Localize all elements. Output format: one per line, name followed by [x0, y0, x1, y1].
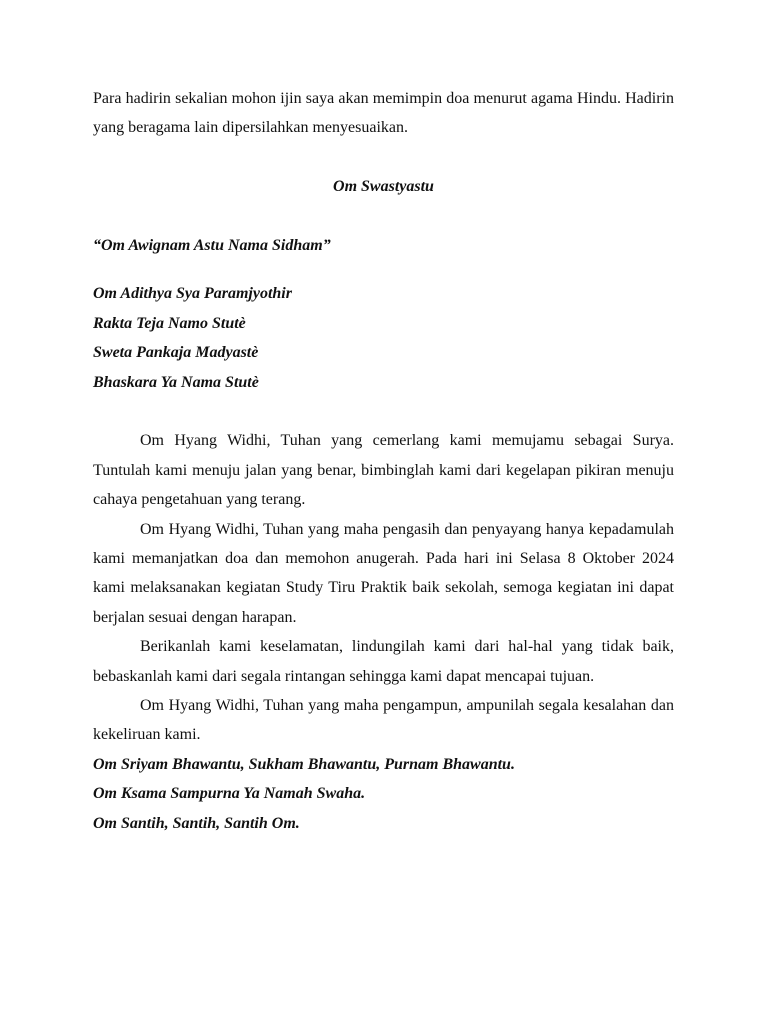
prayer-paragraph: Om Hyang Widhi, Tuhan yang maha pengasih dan penyayang hanya kepadamulah kami memanjatkan doa dan memohon anugerah. Pada hari ini Selasa 8 Oktober 2024 kami melaksanakan kegiatan Study Tiru Praktik baik sekolah, semoga kegiatan ini dapat berjalan sesuai dengan harapan.	[93, 520, 674, 626]
verse-line: Rakta Teja Namo Stutè	[93, 314, 246, 332]
intro-paragraph: Para hadirin sekalian mohon ijin saya akan memimpin doa menurut agama Hindu. Hadirin yang beragama lain dipersilahkan menyesuaikan.	[93, 90, 674, 137]
verse-block	[93, 279, 674, 397]
closing-block	[93, 750, 674, 838]
verse-line: Sweta Pankaja Madyastè	[93, 344, 259, 362]
prayer-paragraph: Om Hyang Widhi, Tuhan yang cemerlang kami memujamu sebagai Surya. Tuntulah kami menuju jalan yang benar, bimbinglah kami dari kegelapan pikiran menuju cahaya pengetahuan yang terang.	[93, 432, 674, 509]
closing-line: Om Santih, Santih, Santih Om.	[93, 814, 300, 832]
spacer	[93, 260, 674, 279]
verse-line: Om Adithya Sya Paramjyothir	[93, 285, 292, 303]
spacer	[93, 397, 674, 426]
spacer	[93, 143, 674, 172]
spacer	[93, 202, 674, 231]
prayer-paragraph: Om Hyang Widhi, Tuhan yang maha pengampun, ampunilah segala kesalahan dan kekeliruan kami.	[93, 697, 674, 744]
greeting-heading: Om Swastyastu	[333, 178, 434, 196]
closing-line: Om Sriyam Bhawantu, Sukham Bhawantu, Purnam Bhawantu.	[93, 755, 515, 773]
document-page	[93, 84, 674, 838]
verse-line: Bhaskara Ya Nama Stutè	[93, 373, 259, 391]
closing-line: Om Ksama Sampurna Ya Namah Swaha.	[93, 785, 366, 803]
opening-mantra: “Om Awignam Astu Nama Sidham”	[93, 237, 331, 254]
prayer-body	[93, 426, 674, 749]
prayer-paragraph: Berikanlah kami keselamatan, lindungilah kami dari hal-hal yang tidak baik, bebaskanlah kami dari segala rintangan sehingga kami dapat mencapai tujuan.	[93, 638, 674, 685]
